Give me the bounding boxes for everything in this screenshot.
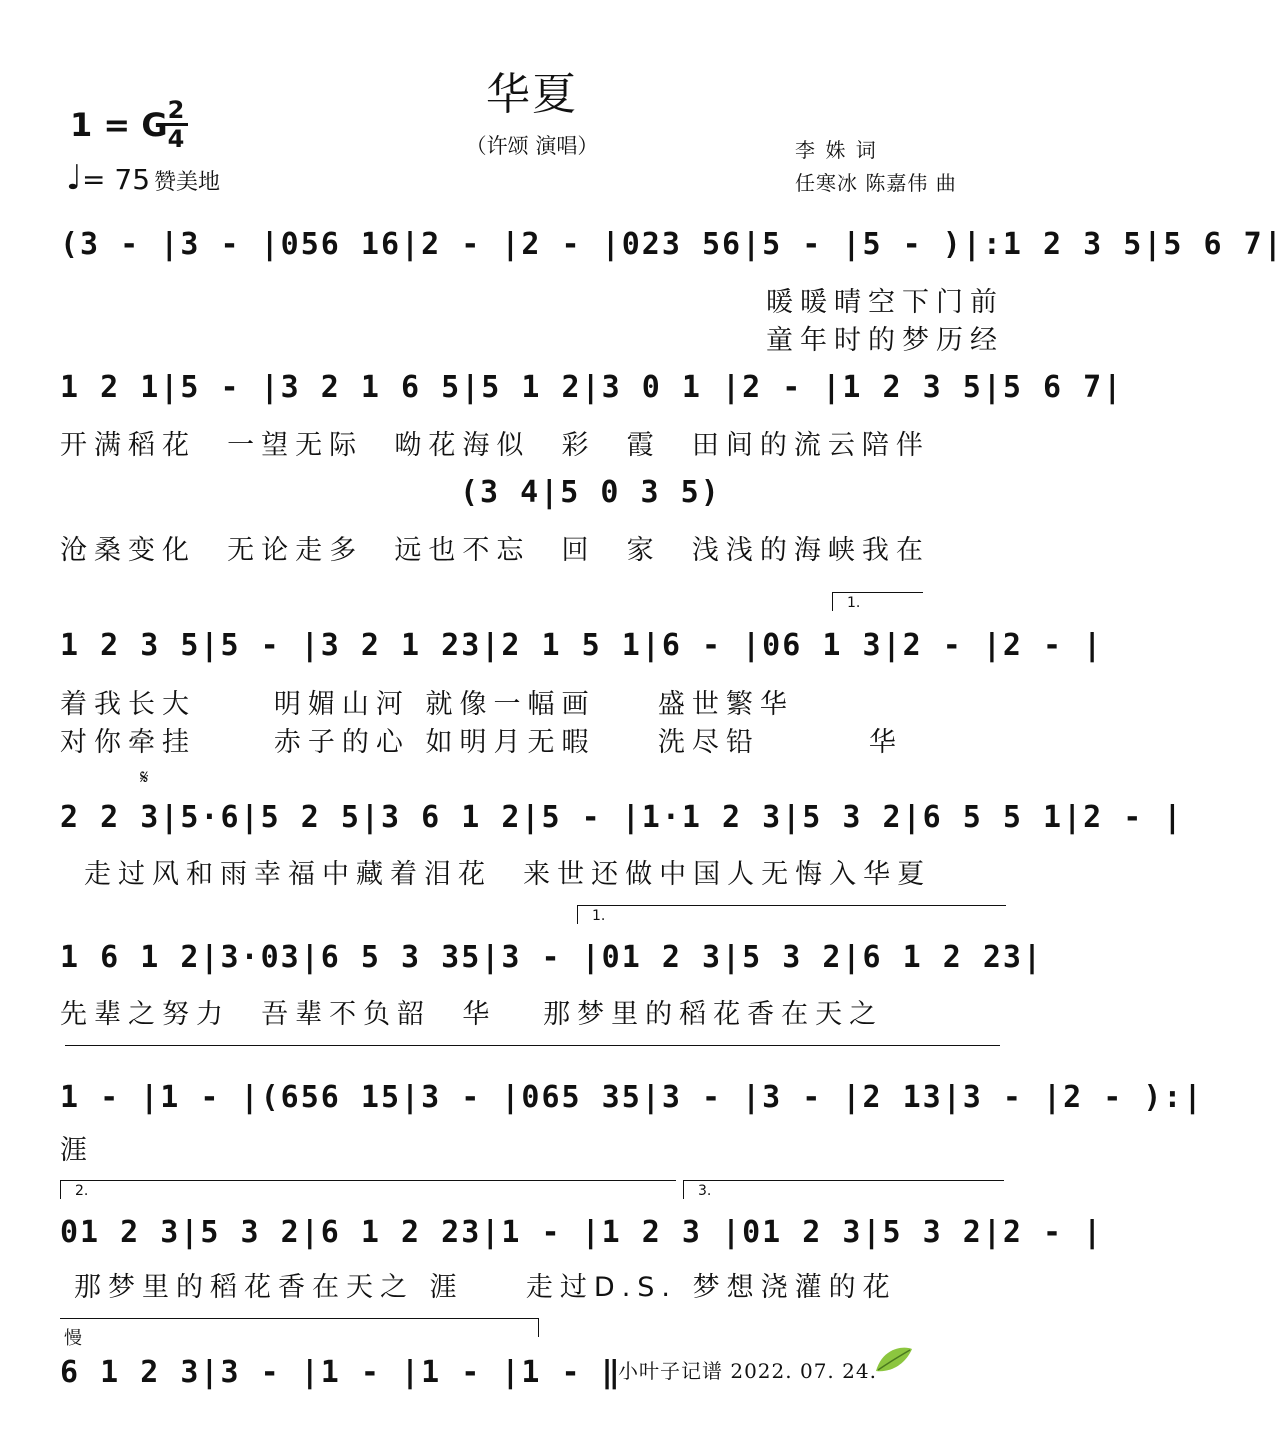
key-signature: 1 = G [70,106,168,144]
lyric-line-7: 那梦里的稻花香在天之 涯 走过D.S. 梦想浇灌的花 [74,1272,897,1303]
song-title: 华夏 [486,69,578,120]
lyric-line-1-verse-2: 童年时的梦历经 [766,325,1004,356]
lyric-line-5: 先辈之努力 吾辈不负韶 华 那梦里的稻花香在天之 [60,999,884,1030]
notation-line-3: 1 2 3 5|5 - |3 2 1 23|2 1 5 1|6 - |06 1 3|2 - |2 - | [60,628,1104,663]
lyric-line-6: 涯 [60,1135,94,1166]
volta-1b-bracket [577,905,1006,924]
lyric-line-4: 走过风和雨幸福中藏着泪花 来世还做中国人无悔入华夏 [84,859,932,890]
volta-1-label: 1. [847,595,861,611]
notation-line-2: 1 2 1|5 - |3 2 1 6 5|5 1 2|3 0 1 |2 - |1 2 3 5|5 6 7| [60,370,1124,405]
lyric-line-2-verse-2: 沧桑变化 无论走多 远也不忘 回 家 浅浅的海峡我在 [60,535,930,566]
time-signature [162,98,190,151]
tempo-slow-marking: 慢 [64,1328,82,1349]
volta-1b-continuation [65,1045,1000,1046]
volta-3-bracket [683,1180,1004,1199]
lyric-line-3-verse-1: 着我长大 明媚山河 就像一幅画 盛世繁华 [60,689,794,720]
lyric-line-2-verse-1: 开满稻花 一望无际 呦花海似 彩 霞 田间的流云陪伴 [60,430,930,461]
time-signature-bottom: 4 [167,125,185,153]
composer-credit: 任寒冰 陈嘉伟 曲 [795,171,957,195]
expression-marking: 赞美地 [154,170,221,195]
volta-2-label: 2. [75,1183,89,1199]
notation-line-7: 01 2 3|5 3 2|6 1 2 23|1 - |1 2 3 |01 2 3|5 3 2|2 - | [60,1215,1104,1250]
lyric-line-3-verse-2: 对你牵挂 赤子的心 如明月无暇 洗尽铅 华 [60,727,903,758]
slow-section-bracket [60,1318,539,1337]
notation-line-4: 2 2 3|5·6|5 2 5|3 6 1 2|5 - |1·1 2 3|5 3 2|6 5 5 1|2 - | [60,800,1184,835]
notation-interlude: (3 4|5 0 3 5) [460,475,721,510]
transcriber-signature: 小叶子记谱 2022. 07. 24. [618,1359,877,1383]
notation-line-5: 1 6 1 2|3·03|6 5 3 35|3 - |01 2 3|5 3 2|6 1 2 23| [60,940,1044,975]
notation-line-1: (3 - |3 - |056 16|2 - |2 - |023 56|5 - |5 - )|:1 2 3 5|5 6 7| [60,227,1284,262]
tempo-marking [66,158,220,198]
time-signature-top: 2 [167,96,185,124]
volta-2-bracket [60,1180,676,1199]
lyric-line-1-verse-1: 暖暖晴空下门前 [766,287,1004,318]
tempo-value: = 75 [82,163,151,196]
volta-3-label: 3. [698,1183,712,1199]
leaf-icon [872,1343,916,1381]
notation-line-6: 1 - |1 - |(656 15|3 - |065 35|3 - |3 - |2 13|3 - |2 - ):| [60,1080,1204,1115]
volta-1-bracket [832,592,923,611]
singer-credit: （许颂 演唱） [465,134,599,158]
lyricist-credit: 李 姝 词 [795,138,878,162]
volta-1b-label: 1. [592,908,606,924]
notation-line-8: 6 1 2 3|3 - |1 - |1 - |1 - ‖ [60,1355,622,1390]
quarter-note-icon: ♩ [66,158,83,198]
segno-icon: 𝄋 [140,765,149,789]
